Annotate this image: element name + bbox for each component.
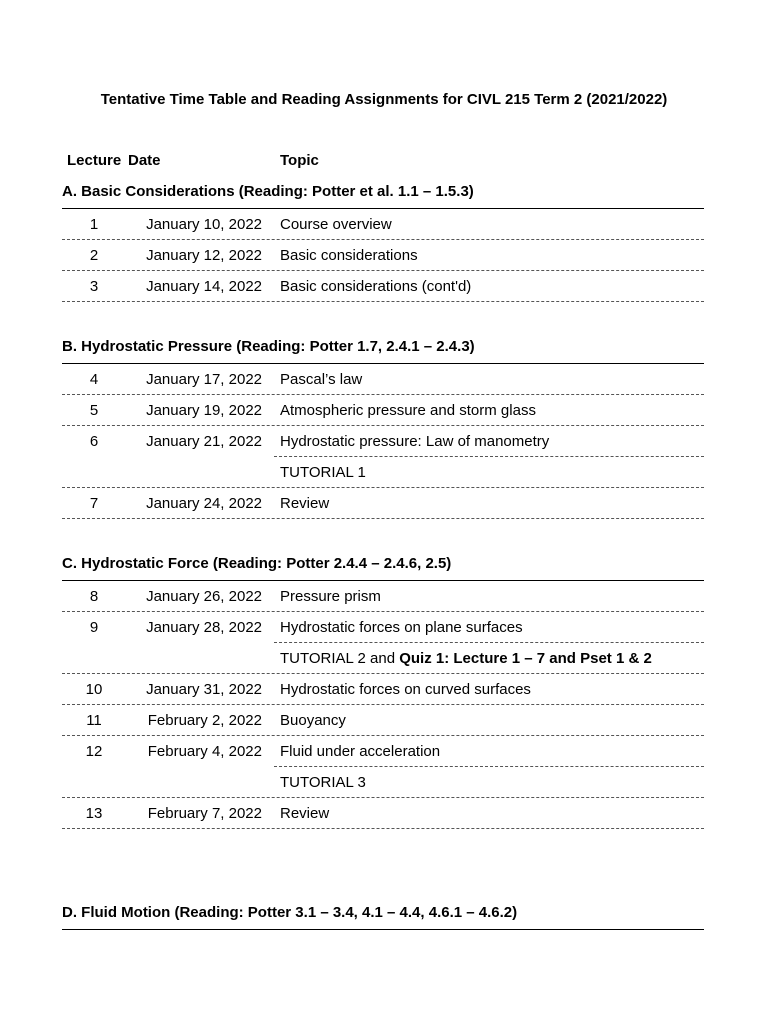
lecture-number: 5 <box>89 402 99 419</box>
lecture-date: January 14, 2022 <box>146 278 262 295</box>
table-row <box>62 705 704 736</box>
lecture-date: January 26, 2022 <box>146 588 262 605</box>
lecture-number: 3 <box>89 278 99 295</box>
lecture-topic: Review <box>280 495 330 512</box>
table-row <box>62 736 704 767</box>
table-row <box>62 581 704 612</box>
lecture-number: 13 <box>85 805 103 822</box>
table-row <box>62 767 704 798</box>
column-header-date: Date <box>128 152 161 169</box>
lecture-date: February 4, 2022 <box>147 743 262 760</box>
table-row <box>62 612 704 643</box>
lecture-number: 7 <box>89 495 99 512</box>
lecture-topic: Basic considerations (cont'd) <box>280 278 472 295</box>
document-title: Tentative Time Table and Reading Assignments for CIVL 215 Term 2 (2021/2022) <box>100 91 668 108</box>
lecture-date: January 10, 2022 <box>146 216 262 233</box>
tutorial-label: TUTORIAL 3 <box>280 774 366 791</box>
table-row <box>62 240 704 271</box>
quiz-text: Quiz 1: Lecture 1 – 7 and Pset 1 & 2 <box>399 650 652 667</box>
lecture-topic: Course overview <box>280 216 392 233</box>
table-row <box>62 488 704 519</box>
tutorial-label: TUTORIAL 1 <box>280 464 366 481</box>
lecture-date: January 28, 2022 <box>146 619 262 636</box>
lecture-date: February 7, 2022 <box>147 805 262 822</box>
table-row <box>62 271 704 302</box>
section-title: C. Hydrostatic Force (Reading: Potter 2.4.4 – 2.4.6, 2.5) <box>62 555 704 581</box>
row-divider <box>62 301 704 302</box>
table-row <box>62 674 704 705</box>
table-row <box>62 426 704 457</box>
lecture-topic: Pressure prism <box>280 588 381 605</box>
tutorial-text: TUTORIAL 2 and <box>280 650 400 667</box>
lecture-number: 2 <box>89 247 99 264</box>
lecture-number: 8 <box>89 588 99 605</box>
lecture-number: 10 <box>85 681 103 698</box>
lecture-date: January 12, 2022 <box>146 247 262 264</box>
lecture-topic: Hydrostatic forces on curved surfaces <box>280 681 531 698</box>
row-divider <box>62 828 704 829</box>
tutorial-label <box>280 650 652 667</box>
lecture-date: January 17, 2022 <box>146 371 262 388</box>
section-d <box>62 904 704 930</box>
lecture-number: 9 <box>89 619 99 636</box>
lecture-topic: Fluid under acceleration <box>280 743 441 760</box>
lecture-date: January 19, 2022 <box>146 402 262 419</box>
table-row <box>62 364 704 395</box>
section-title: D. Fluid Motion (Reading: Potter 3.1 – 3.4, 4.1 – 4.4, 4.6.1 – 4.6.2) <box>62 904 704 930</box>
lecture-topic: Buoyancy <box>280 712 346 729</box>
section-title: A. Basic Considerations (Reading: Potter et al. 1.1 – 1.5.3) <box>62 183 704 209</box>
section-title: B. Hydrostatic Pressure (Reading: Potter 1.7, 2.4.1 – 2.4.3) <box>62 338 704 364</box>
lecture-topic: Hydrostatic pressure: Law of manometry <box>280 433 550 450</box>
table-row <box>62 395 704 426</box>
lecture-number: 4 <box>89 371 99 388</box>
row-divider <box>62 518 704 519</box>
column-header-lecture: Lecture <box>67 152 122 169</box>
table-row <box>62 457 704 488</box>
lecture-number: 1 <box>89 216 99 233</box>
section-b <box>62 338 704 519</box>
lecture-date: February 2, 2022 <box>147 712 262 729</box>
lecture-topic: Review <box>280 805 330 822</box>
table-row <box>62 798 704 829</box>
lecture-number: 6 <box>89 433 99 450</box>
table-row <box>62 643 704 674</box>
lecture-date: January 21, 2022 <box>146 433 262 450</box>
lecture-date: January 31, 2022 <box>146 681 262 698</box>
lecture-number: 11 <box>86 712 102 729</box>
lecture-topic: Hydrostatic forces on plane surfaces <box>280 619 523 636</box>
table-row <box>62 209 704 240</box>
column-header-topic: Topic <box>280 152 319 169</box>
lecture-number: 12 <box>85 743 103 760</box>
lecture-topic: Basic considerations <box>280 247 418 264</box>
section-a <box>62 183 704 302</box>
lecture-date: January 24, 2022 <box>146 495 262 512</box>
lecture-topic: Pascal’s law <box>280 371 363 388</box>
lecture-topic: Atmospheric pressure and storm glass <box>280 402 536 419</box>
section-c <box>62 555 704 829</box>
